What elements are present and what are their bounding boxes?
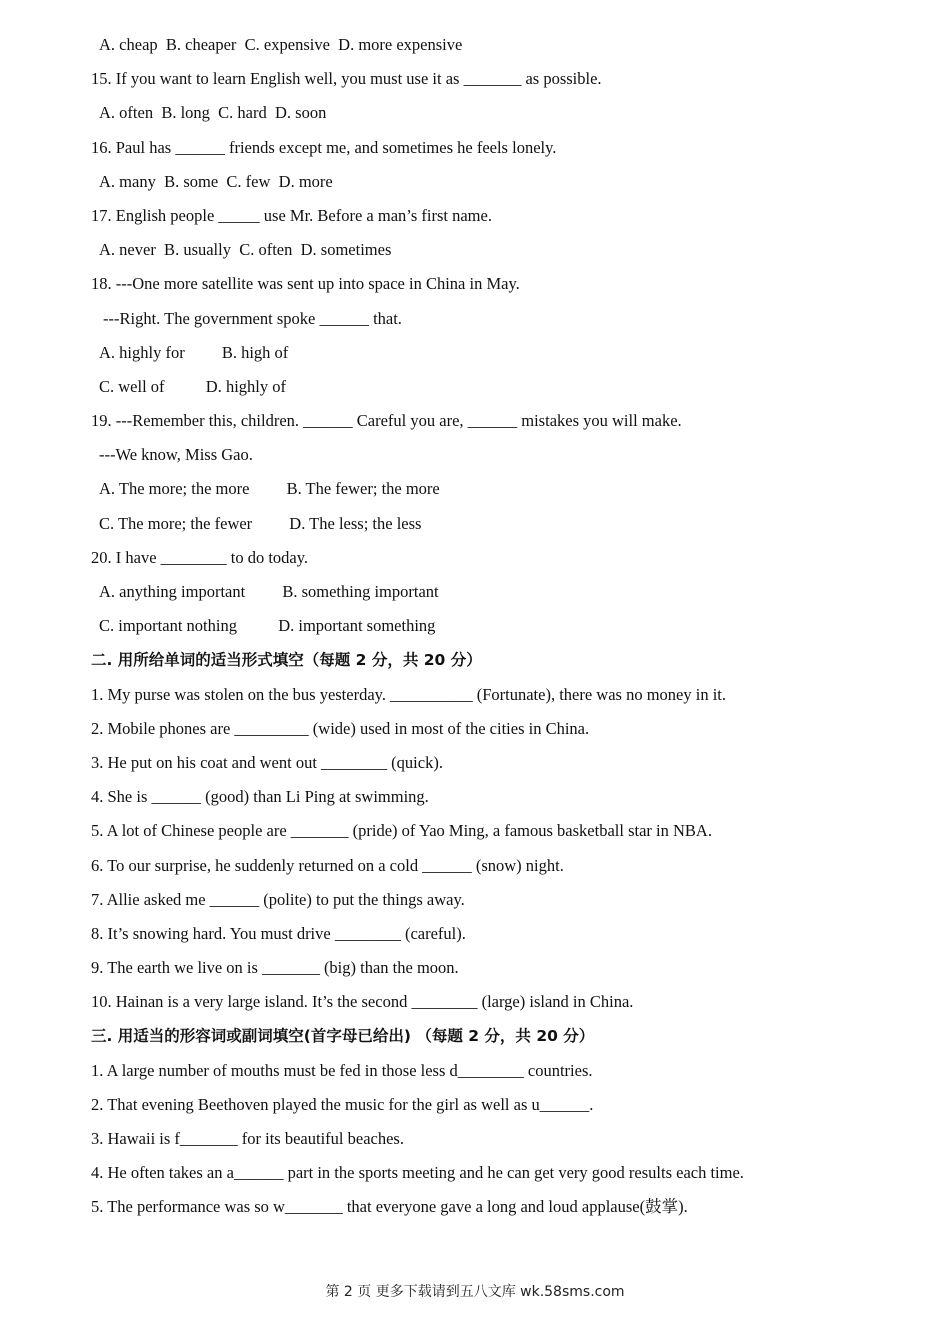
question-15-options: A. often B. long C. hard D. soon <box>99 103 327 123</box>
question-16: 16. Paul has ______ friends except me, and sometimes he feels lonely. <box>91 137 557 157</box>
question-20-options-ab: A. anything important B. something important <box>99 582 439 601</box>
question-19-reply: ---We know, Miss Gao. <box>99 445 253 465</box>
section-2-heading: 二. 用所给单词的适当形式填空（每题 2 分，共 20 分） <box>91 651 482 670</box>
page-footer: 第 2 页 更多下载请到五八文库 wk.58sms.com <box>325 1284 625 1300</box>
question-15: 15. If you want to learn English well, you must use it as _______ as possible. <box>91 69 602 89</box>
section-3-item-3: 3. Hawaii is f_______ for its beautiful beaches. <box>91 1129 404 1148</box>
section-3-item-2: 2. That evening Beethoven played the music for the girl as well as u______. <box>91 1094 594 1114</box>
section-2-item-7: 7. Allie asked me ______ (polite) to put the things away. <box>91 889 465 909</box>
question-19-options-cd: C. The more; the fewer D. The less; the less <box>99 513 422 533</box>
section-3-item-5: 5. The performance was so w_______ that everyone gave a long and loud applause(鼓掌). <box>91 1197 688 1217</box>
section-3-item-1: 1. A large number of mouths must be fed in those less d________ countries. <box>91 1060 593 1080</box>
question-19: 19. ---Remember this, children. ______ Careful you are, ______ mistakes you will make. <box>91 411 682 431</box>
section-2-item-8: 8. It’s snowing hard. You must drive ________ (careful). <box>91 923 466 943</box>
question-16-options: A. many B. some C. few D. more <box>99 171 333 191</box>
section-2-item-5: 5. A lot of Chinese people are _______ (pride) of Yao Ming, a famous basketball star in NBA. <box>91 821 712 841</box>
section-2-item-2: 2. Mobile phones are _________ (wide) used in most of the cities in China. <box>91 718 590 738</box>
question-19-options-ab: A. The more; the more B. The fewer; the more <box>99 479 440 499</box>
section-3-heading: 三. 用适当的形容词或副词填空(首字母已给出) （每题 2 分，共 20 分） <box>91 1027 595 1046</box>
question-18: 18. ---One more satellite was sent up into space in China in May. <box>91 274 520 294</box>
section-2-item-10: 10. Hainan is a very large island. It’s the second ________ (large) island in China. <box>91 992 634 1012</box>
section-2-item-4: 4. She is ______ (good) than Li Ping at swimming. <box>91 787 429 807</box>
question-17-options: A. never B. usually C. often D. sometimes <box>99 240 392 260</box>
section-2-item-1: 1. My purse was stolen on the bus yesterday. __________ (Fortunate), there was no money in it. <box>91 684 726 704</box>
question-18-reply: ---Right. The government spoke ______ that. <box>103 308 402 328</box>
question-14-options: A. cheap B. cheaper C. expensive D. more expensive <box>99 35 463 54</box>
section-3-item-4: 4. He often takes an a______ part in the sports meeting and he can get very good results each time. <box>91 1163 744 1183</box>
section-2-item-6: 6. To our surprise, he suddenly returned on a cold ______ (snow) night. <box>91 855 564 875</box>
question-18-options-ab: A. highly for B. high of <box>99 342 289 362</box>
question-20: 20. I have ________ to do today. <box>91 547 309 567</box>
section-2-item-9: 9. The earth we live on is _______ (big) than the moon. <box>91 958 459 978</box>
section-2-item-3: 3. He put on his coat and went out ________ (quick). <box>91 752 443 772</box>
question-20-options-cd: C. important nothing D. important something <box>99 616 436 636</box>
question-17: 17. English people _____ use Mr. Before a man’s first name. <box>91 205 492 225</box>
question-18-options-cd: C. well of D. highly of <box>99 376 286 396</box>
document-body <box>91 28 891 1225</box>
